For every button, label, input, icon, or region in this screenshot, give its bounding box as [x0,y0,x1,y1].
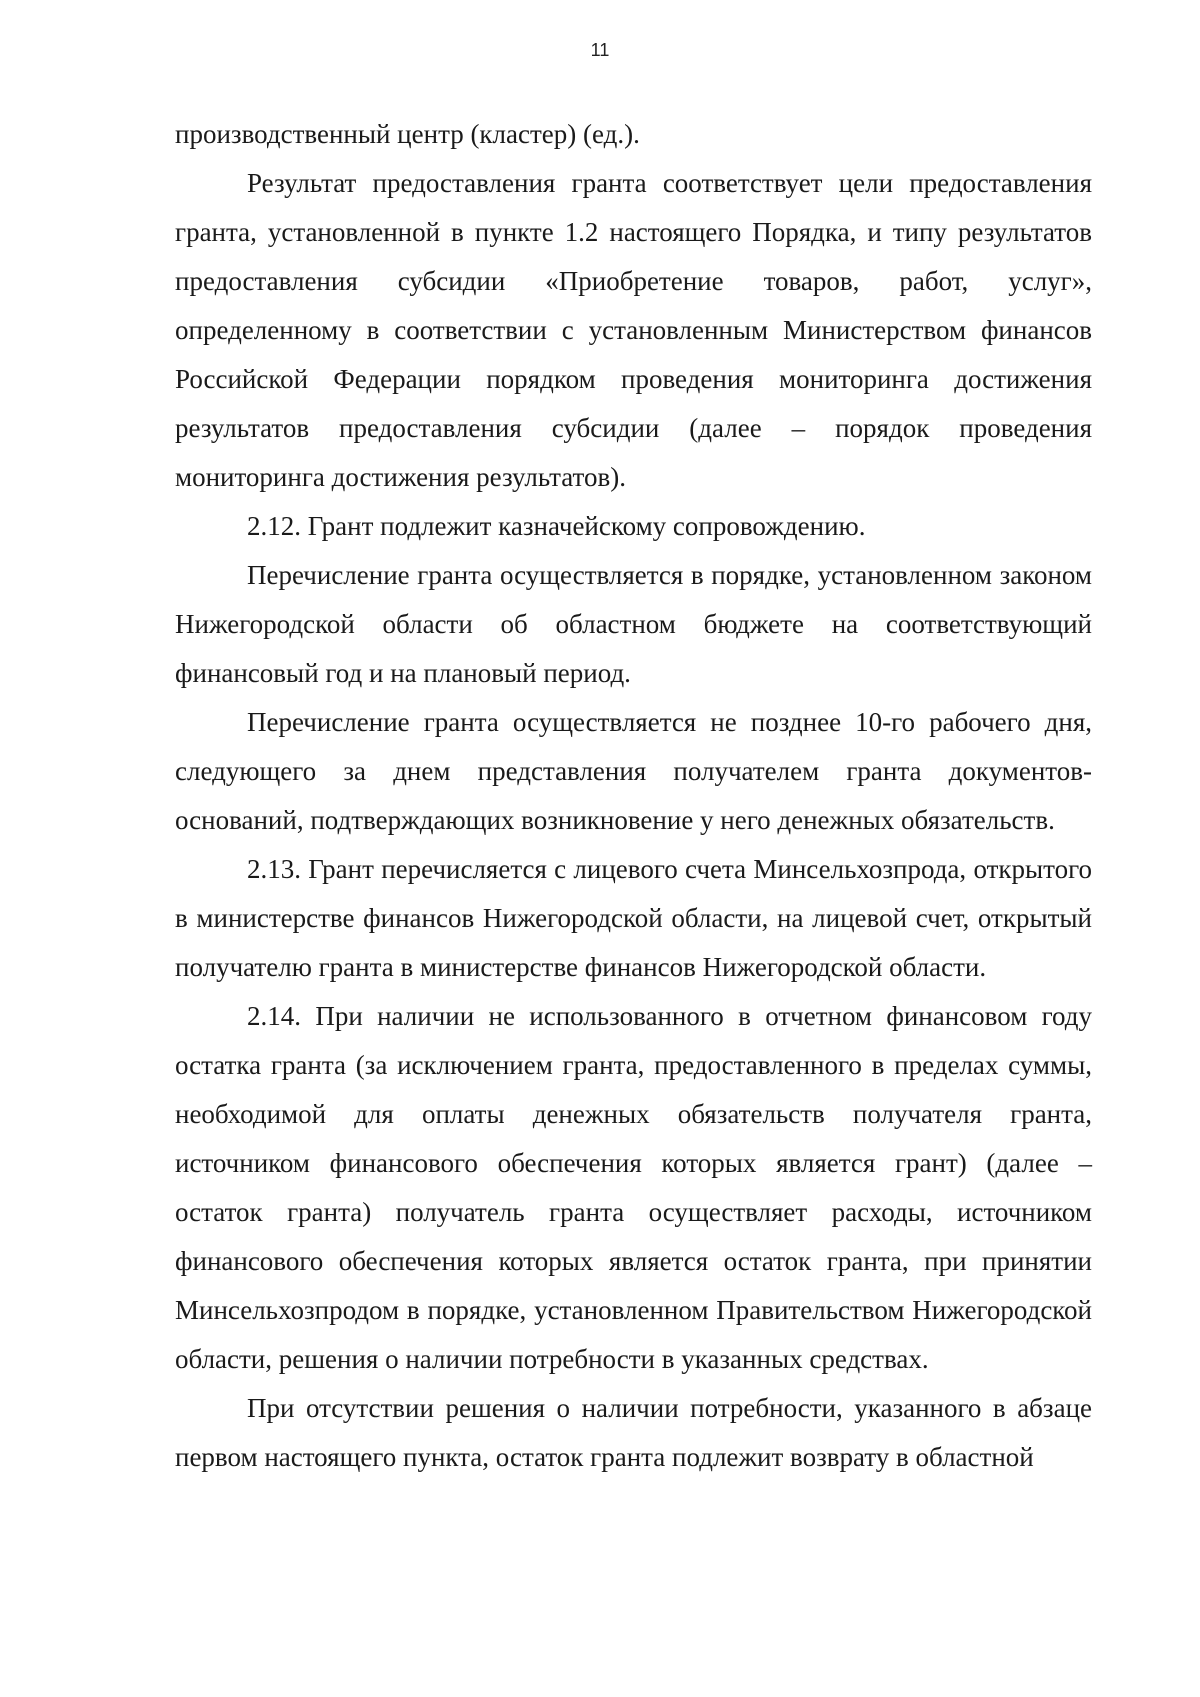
paragraph-result-description: Результат предоставления гранта соответствует цели предоставления гранта, установленной в пункте 1.2 настоящего Порядка, и типу результатов предоставления субсидии «Приобретение товаров, работ, услуг», определенному в соответствии с установленным Министерством финансов Российской Федерации порядком проведения мониторинга достижения результатов предоставления субсидии (далее – порядок проведения мониторинга достижения результатов). [175,168,1092,492]
paragraph-2-12: 2.12. Грант подлежит казначейскому сопровождению. [247,511,866,541]
page-number: 11 [590,40,610,60]
paragraph-transfer-procedure: Перечисление гранта осуществляется в порядке, установленном законом Нижегородской области об областном бюджете на соответствующий финансовый год и на плановый период. [175,560,1092,688]
paragraph-continuation: производственный центр (кластер) (ед.). [175,119,640,149]
paragraph-2-14: 2.14. При наличии не использованного в отчетном финансовом году остатка гранта (за исключением гранта, предоставленного в пределах суммы, необходимой для оплаты денежных обязательств получателя гранта, источником финансового обеспечения которых является грант) (далее – остаток гранта) получатель гранта осуществляет расходы, источником финансового обеспечения которых является остаток гранта, при принятии Минсельхозпродом в порядке, установленном Правительством Нижегородской области, решения о наличии потребности в указанных средствах. [175,1001,1092,1374]
document-body [175,110,1092,1482]
paragraph-transfer-deadline: Перечисление гранта осуществляется не позднее 10-го рабочего дня, следующего за днем представления получателем гранта документов-оснований, подтверждающих возникновение у него денежных обязательств. [175,707,1092,835]
paragraph-2-13: 2.13. Грант перечисляется с лицевого счета Минсельхозпрода, открытого в министерстве финансов Нижегородской области, на лицевой счет, открытый получателю гранта в министерстве финансов Нижегородской области. [175,854,1092,982]
paragraph-grant-return: При отсутствии решения о наличии потребности, указанного в абзаце первом настоящего пункта, остаток гранта подлежит возврату в областной [175,1393,1092,1472]
